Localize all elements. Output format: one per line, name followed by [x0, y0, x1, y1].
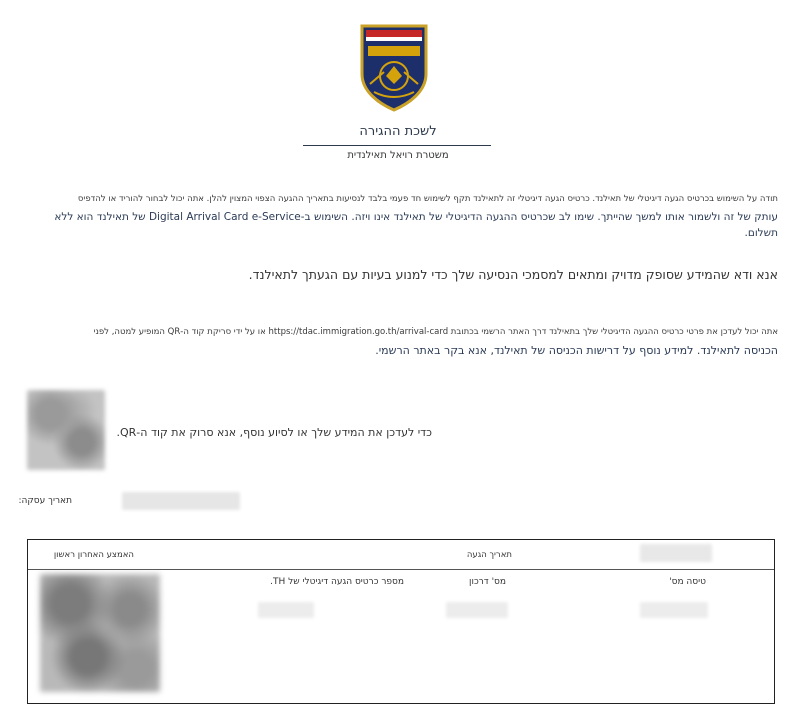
transaction-date-label: תאריך עסקה: — [18, 496, 72, 506]
name-header: האמצע האחרון ראשון — [53, 550, 134, 560]
police-subtitle: משטרת רויאל תאילנדית — [347, 150, 449, 161]
intro-text-line1: תודה על השימוש בכרטיס הגעה דיגיטלי של תאילנד. כרטיס הגעה דיגיטלי זה לתאילנד תקף לשימוש חד פעמי בלבד לנסיעות בתאריך ההגעה הצפוי המצוין להלן. אתה יכול לבחור להוריד או להדפיס — [77, 194, 778, 204]
intro-text-line2: עותק של זה ולשמור אותו למשך שהייתך. שימו לב שכרטיס ההגעה הדיגיטלי של תאילנד אינו ויזה. השימוש ב-Digital Arrival Card e-Service של תאילנד הוא ללא תשלום. — [54, 211, 778, 239]
passport-number-redacted — [446, 602, 508, 618]
flight-number-label: טיסה מס' — [669, 577, 706, 587]
passport-number-label: מס' דרכון — [469, 577, 506, 587]
tdac-number-label: מספר כרטיס הגעה דיגיטלי של TH. — [270, 577, 404, 587]
transaction-date-value-redacted — [122, 492, 240, 510]
qr-instruction: כדי לעדכן את המידע שלך או לסיוע נוסף, אנא סרוק את קוד ה-QR. — [116, 426, 432, 439]
accuracy-notice: אנא ודא שהמידע שסופק מדויק ומתאים למסמכי הנסיעה שלך כדי למנוע בעיות עם הגעתך לתאילנד. — [248, 267, 778, 282]
arrival-card-qr-code — [40, 574, 160, 692]
organization-title: לשכת ההגירה — [359, 124, 437, 139]
arrival-date-header: תאריך הגעה — [466, 550, 512, 560]
flight-number-redacted — [640, 602, 708, 618]
tdac-number-redacted — [258, 602, 314, 618]
update-text-line1: אתה יכול לעדכן את פרטי כרטיס ההגעה הדיגיטלי שלך בתאילנד דרך האתר הרשמי בכתובת https://tdac.immigration.go.th/arrival-card או על ידי סריקת קוד ה-QR המופיע למטה, לפני — [93, 327, 778, 337]
arrival-card-panel — [27, 539, 775, 704]
title-divider — [303, 145, 491, 146]
update-text-line2: הכניסה לתאילנד. למידע נוסף על דרישות הכניסה של תאילנד, אנא בקר באתר הרשמי. — [375, 344, 778, 357]
immigration-bureau-emblem — [356, 22, 432, 112]
arrival-date-value-redacted — [640, 544, 712, 562]
card-divider — [28, 569, 774, 570]
